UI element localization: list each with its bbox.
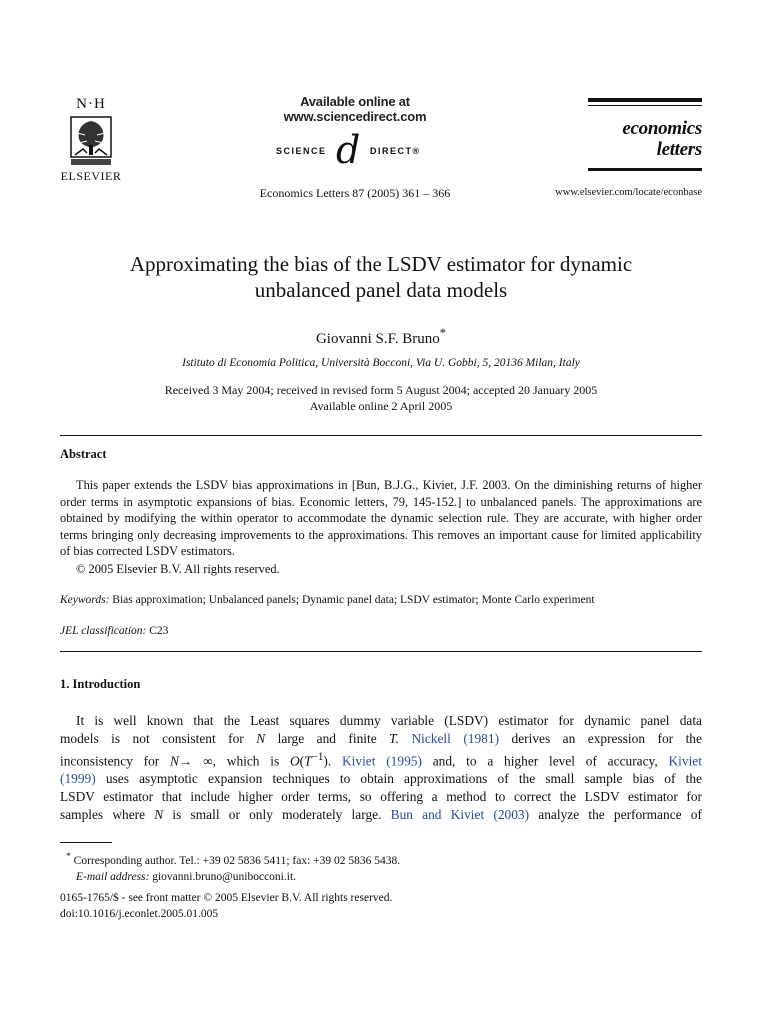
section-heading-introduction: 1. Introduction	[60, 677, 141, 691]
journal-citation: Economics Letters 87 (2005) 361 – 366	[259, 186, 451, 200]
masthead-rule-thin	[588, 105, 702, 106]
intro-text: uses asymptotic expansion techniques to obtain approximations of the small sample bias of the	[105, 771, 702, 787]
math-paren: ).	[323, 753, 332, 769]
title-line-2: unbalanced panel data models	[254, 278, 508, 302]
affiliation: Istituto di Economia Politica, Università Bocconi, Via U. Gobbi, 5, 20136 Milan, Italy	[182, 357, 580, 369]
intro-line-2	[60, 730, 702, 748]
masthead-rule-thick	[588, 98, 702, 102]
journal-masthead	[588, 98, 702, 171]
intro-text: analyze the performance of	[538, 807, 702, 823]
abstract-copyright: © 2005 Elsevier B.V. All rights reserved.	[76, 562, 280, 576]
intro-text: models is not consistent for	[60, 731, 244, 746]
email-label: E-mail address:	[76, 870, 150, 883]
email-link[interactable]: giovanni.bruno@unibocconi.it.	[152, 870, 297, 883]
sd-reg-mark: ®	[412, 146, 421, 156]
footnote-corresponding-text: Corresponding author. Tel.: +39 02 5836 5411; fax: +39 02 5836 5438.	[73, 854, 401, 867]
abstract-text: This paper extends the LSDV bias approximations in [Bun, B.J.G., Kiviet, J.F. 2003. On the diminishing returns of higher order terms in asymptotic expansions of bias. Economic letters, 79, 145-152.] to unbalanced panels. The approximations are obtained by modifying the within operator to accommodate the dynamic selection rule. They are accurate, with higher order terms bringing only decreasing improvements to the approximations. This removes an important cause for limited applicability of bias corrected LSDV estimators.	[60, 478, 702, 558]
keywords-label: Keywords:	[60, 594, 110, 606]
math-t: T.	[389, 731, 399, 746]
intro-text: large and finite	[277, 731, 377, 746]
intro-line-5: LSDV estimator that include higher order terms, so offering a method to correct the LSDV estimator for	[60, 789, 702, 805]
sciencedirect-logo	[232, 128, 478, 176]
journal-name-line2: letters	[656, 139, 702, 160]
author-name: Giovanni S.F. Bruno	[315, 331, 440, 347]
intro-text: is small or only moderately large.	[172, 807, 382, 823]
math-t: T	[304, 753, 312, 769]
title-line-1: Approximating the bias of the LSDV estimator for dynamic	[129, 252, 633, 276]
intro-line-4	[60, 770, 702, 788]
sd-word-direct	[370, 146, 421, 156]
elsevier-logo	[58, 96, 124, 184]
keywords-list: Bias approximation; Unbalanced panels; Dynamic panel data; LSDV estimator; Monte Carlo experiment	[112, 594, 595, 606]
author	[60, 326, 702, 348]
citation-link-kiviet-1999[interactable]: Kiviet	[668, 753, 702, 769]
jel-classification	[60, 625, 168, 637]
sd-word-direct-text: DIRECT	[370, 146, 413, 156]
author-footnote-link[interactable]: *	[439, 326, 447, 340]
abstract-heading: Abstract	[60, 447, 107, 461]
available-date: Available online 2 April 2005	[309, 399, 453, 413]
footnote-email	[66, 869, 400, 885]
publisher-name: ELSEVIER	[60, 169, 122, 183]
elsevier-tree-icon	[69, 115, 113, 167]
masthead-rule-bottom	[588, 168, 702, 171]
intro-line-1: It is well known that the Least squares dummy variable (LSDV) estimator for dynamic panel data	[76, 713, 702, 728]
divider-bottom	[60, 651, 702, 652]
citation-link-nickell-1981[interactable]: Nickell (1981)	[411, 731, 500, 746]
intro-text: → ∞, which is	[178, 753, 280, 769]
math-n: N	[256, 731, 266, 746]
article-title	[60, 251, 702, 303]
jel-label: JEL classification:	[60, 625, 147, 637]
doi-link[interactable]: doi:10.1016/j.econlet.2005.01.005	[60, 908, 219, 920]
footnote	[66, 849, 400, 885]
intro-line-6	[60, 806, 702, 824]
sd-word-science: SCIENCE	[276, 146, 327, 156]
journal-name	[588, 118, 702, 160]
citation-link-kiviet-1999-year[interactable]: (1999)	[60, 771, 96, 787]
sciencedirect-header	[232, 94, 478, 201]
journal-url-link[interactable]: www.elsevier.com/locate/econbase	[555, 187, 702, 198]
journal-name-line1: economics	[622, 118, 702, 139]
front-matter	[60, 890, 392, 922]
footnote-rule	[60, 842, 112, 843]
publisher-mark: N·H	[76, 96, 106, 112]
citation-link-kiviet-1995[interactable]: Kiviet (1995)	[342, 753, 422, 769]
intro-text: derives an expression for the	[511, 731, 702, 746]
intro-text: and, to a higher level of accuracy,	[432, 753, 658, 769]
jel-code: C23	[149, 625, 169, 637]
introduction-body	[60, 712, 702, 824]
math-big-o: O	[289, 753, 300, 769]
intro-text: samples where	[60, 807, 146, 823]
footnote-mark: *	[66, 851, 71, 862]
issn-line: 0165-1765/$ - see front matter © 2005 Elsevier B.V. All rights reserved.	[60, 892, 393, 904]
available-online-link[interactable]: Available online at www.sciencedirect.com	[283, 94, 427, 124]
footnote-corresponding	[66, 849, 400, 869]
math-n: N	[170, 753, 179, 769]
received-dates: Received 3 May 2004; received in revised form 5 August 2004; accepted 20 January 2005	[164, 383, 598, 397]
math-exponent: −1	[311, 751, 324, 763]
article-dates	[60, 382, 702, 414]
sd-at-icon: d	[336, 128, 361, 172]
intro-line-3	[60, 748, 702, 770]
keywords	[60, 594, 595, 606]
intro-text: inconsistency for	[60, 753, 160, 769]
divider-top	[60, 435, 702, 436]
math-n: N	[154, 807, 164, 823]
citation-link-bun-kiviet-2003[interactable]: Bun and Kiviet (2003)	[390, 807, 530, 823]
math-paren: (	[299, 753, 305, 769]
